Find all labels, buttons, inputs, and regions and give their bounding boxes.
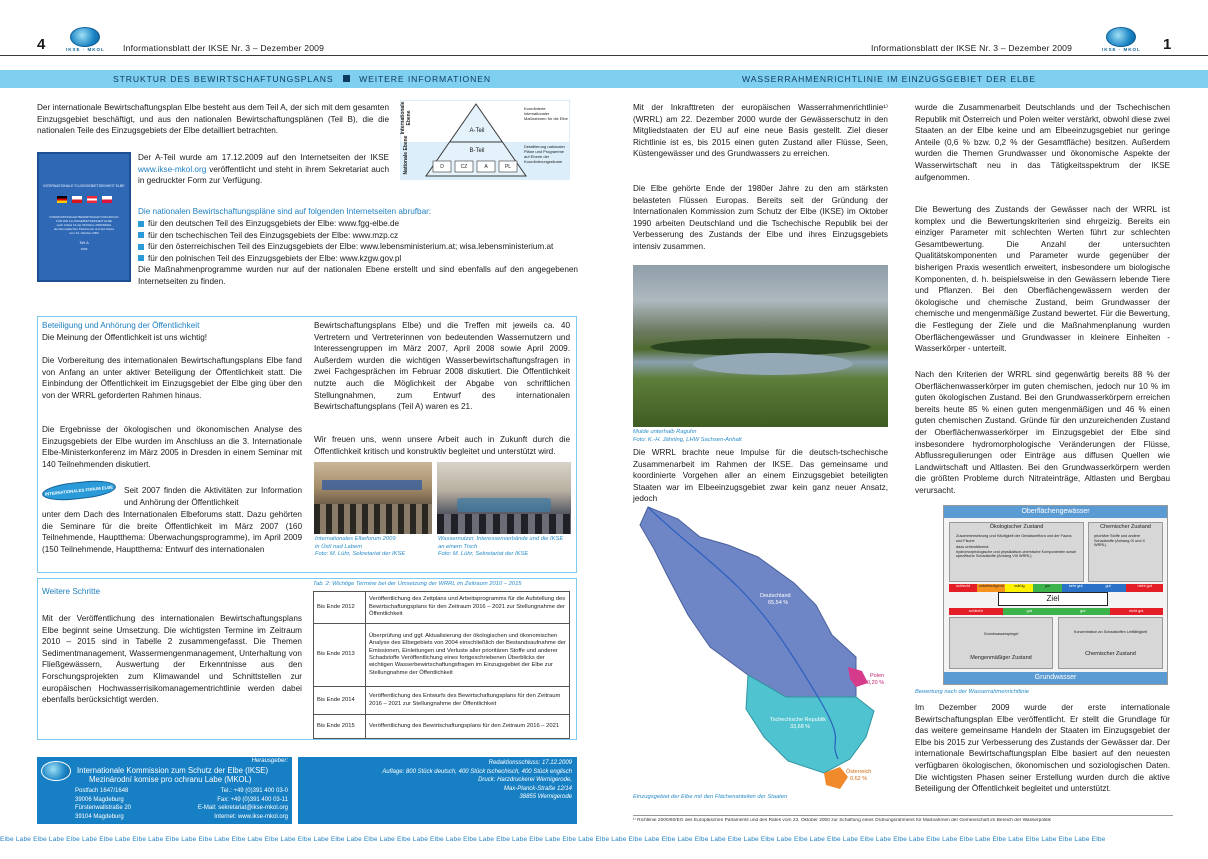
- diagram-cell-cz: CZ: [460, 164, 468, 170]
- scale-cell-chem-bad: nicht gut: [1126, 584, 1163, 592]
- schema-gw-left: [949, 617, 1053, 669]
- structure-diagram: [400, 100, 570, 180]
- cover-flags: [39, 196, 129, 203]
- cover-lines: [39, 215, 129, 251]
- diagram-level-bottom: Nationale Ebene: [403, 135, 409, 175]
- scale-cell-bad: schlecht: [949, 584, 977, 592]
- schema-gw-left-title: Mengenmäßiger Zustand: [970, 655, 1032, 661]
- scale-cell-good: gut: [1033, 584, 1061, 592]
- ikse-logo-text: IKSE · MKOL: [66, 47, 105, 52]
- bullet-icon: [138, 255, 144, 261]
- ikse-logo-text: IKSE · MKOL: [1102, 47, 1141, 52]
- bullet-icon: [138, 232, 144, 238]
- map-pct-de: 65,54 %: [768, 600, 789, 606]
- schema-chem-box: [1088, 522, 1163, 582]
- flag-de: [57, 196, 67, 203]
- schema-gw-right-item: Konzentration an Schadstoffen Leitfähigkeit: [1073, 630, 1148, 634]
- map-label-cz: Tschechische Republik: [770, 717, 826, 723]
- map-label-at: Österreich: [846, 769, 872, 775]
- map-pct-pl: 0,20 %: [867, 680, 885, 686]
- bullet-icon: [138, 244, 144, 250]
- schedule-date: Bis Ende 2015: [314, 715, 366, 739]
- table-row: [314, 687, 570, 715]
- schema-oek-item: dazu unterstützend:: [956, 545, 990, 550]
- mulde-photo-caption: Mulde unterhalb Raguhn Foto: K.-H. Jährling, LHW Sachsen-Anhalt: [633, 429, 742, 443]
- map-label-de: Deutschland: [760, 593, 791, 599]
- publisher-contact: Tel.: +49 (0)391 400 03-0 Fax: +49 (0)391 400 03-11 E-Mail: sekretariat@ikse-mkol.org Internet: www.ikse-mkol.org: [197, 788, 288, 820]
- participation-subtitle: Die Meinung der Öffentlichkeit ist uns wichtig!: [42, 333, 208, 342]
- a-teil-paragraph: [138, 152, 389, 187]
- participation-p3b: unter dem Dach des Internationalen Elbeforums statt. Dazu gehörten die Seminare für die breite Öffentlichkeit im März 2007 (160 Teilnehmende, Hauptthema: Überwachungsprogramme), im April 2009 (150 Teilnehmende, Hauptthema: Entwurf des internationalen: [42, 510, 302, 554]
- schedule-text: Veröffentlichung des Bewirtschaftungsplans für den Zeitraum 2016 – 2021: [366, 715, 570, 739]
- wrrl-paragraph-2: Die Elbe gehörte Ende der 1980er Jahre zu den am stärksten belasteten Flüssen Europas. Bereits seit der Gründung der Internationalen Kommission zum Schutz der Elbe (IKSE) im Oktober 1990 arbeiten Deutschland und die Tschechische Republik bei der Verbesserung des Zustands der Elbe und ihres Einzugsgebiets intensiv zusammen.: [633, 184, 888, 251]
- diagram-a-teil: A-Teil: [469, 128, 485, 134]
- table-row: [314, 592, 570, 624]
- ikse-logo-icon: [41, 761, 71, 781]
- schema-bottom-label: Grundwasser: [944, 672, 1167, 684]
- cover-line: nach Artikel 13 der Richtlinie 2000/60/EG: [56, 223, 112, 227]
- photo-1-caption: Internationales Elbeforum 2009 in Ústí nad Labem Foto: M. Lühr, Sekretariat der IKSE: [315, 536, 406, 557]
- col2-paragraph-2: Die Bewertung des Zustands der Gewässer nach der WRRL ist komplex und die Bewertungskriterien sind ehrgeizig. Bereits ein einziger Parameter mit schlechten Werten führt zur schlechten Gesamtbewertung. Die Anzahl der untersuchten Qualitätskomponenten und Parameter wurde gegenüber der bisherigen Praxis wesentlich erweitert, insbesondere um biologische Komponenten, d. h. beispielsweise in den Gewässern lebende Tiere und Pflanzen. Bei den Oberflächengewässern werden der ökologische und chemische Zustand, beim Grundwasser der chemische und mengenmäßige Zustand bewertet. Für die Bewertung, die Festlegung der Ziele und die Maßnahmenplanung wurden Oberflächengewässer und Grundwasser in kleinere Einheiten - Wasserkörper - unterteilt.: [915, 205, 1170, 354]
- col2-paragraph-1: wurde die Zusammenarbeit Deutschlands und der Tschechischen Republik mit Österreich und Polen weiter verstärkt, obwohl diese zwei Staaten an der Elbe keine und am Elbeeinzugsgebiet nur geringe Anteile (0,6 % bzw. 0,2 % der Gesamtfläche) besitzen. Außerdem wurden die Themen Grundwasser und ökonomische Aspekte der Wasserwirtschaft neu in das Tätigkeitsspektrum der IKSE aufgenommen.: [915, 103, 1170, 182]
- list-item: [138, 230, 578, 242]
- table-row: [314, 715, 570, 739]
- a-teil-text-before: Der A-Teil wurde am 17.12.2009 auf den Internetseiten der IKSE: [138, 153, 389, 162]
- schema-top-label: Oberflächengewässer: [944, 506, 1167, 518]
- diagram-cell-d: D: [440, 164, 444, 170]
- right-page-number: 1: [1163, 36, 1172, 53]
- ikse-logo-icon: [70, 27, 100, 47]
- ikse-logo-left: [66, 27, 105, 52]
- footnote: ¹⁾ Richtlinie 2000/60/EG des Europäischen Parlaments und des Rates vom 23. Oktober 2000 zur Schaffung eines Ordnungsrahmens für Maßnahmen der Gemeinschaft im Bereich der Wasserpolitik: [633, 818, 1051, 823]
- schedule-table: [313, 591, 570, 739]
- right-section-band: [604, 70, 1208, 88]
- schedule-date: Bis Ende 2013: [314, 624, 366, 687]
- schema-oek-item: hydromorphologische und physikalisch-chemische Komponenten sowie spezifische Schadstoffe (Anhang VIII WRRL): [956, 549, 1077, 559]
- table-2-caption: Tab. 2: Wichtige Termine bei der Umsetzung der WRRL im Zeitraum 2010 – 2015: [313, 581, 522, 587]
- schema-scale-1: [949, 584, 1163, 592]
- schema-gw-left-item: Grundwasserspiegel: [983, 632, 1019, 636]
- participation-p4: Bewirtschaftungsplans Elbe) und die Treffen mit jeweils ca. 40 Vertretern und Vertreterinnen von bedeutenden Wassernutzern und Interessengruppen im März 2007, April 2008 sowie April 2009. Außerdem wurden die wichtigen Wasserbewirtschaftungsfragen in zwei Fachgesprächen im Februar 2008 diskutiert. Die Öffentlichkeit nutzte auch die Möglichkeit der Abgabe von schriftlichen Stellungnahmen, zum Entwurf des internationalen Bewirtschaftungsplans (Teil A) waren es 21.: [314, 321, 570, 412]
- national-plans-list: [138, 218, 578, 264]
- photo-2-caption: Wassernutzer, Interessenverbände und die IKSE an einem Tisch Foto: M. Lühr, Sekretariat der IKSE: [438, 536, 564, 557]
- schema-gw-right: [1058, 617, 1163, 669]
- elbe-labe-footer-strip: Elbe Labe Elbe Labe Elbe Labe Elbe Labe Elbe Labe Elbe Labe Elbe Labe Elbe Labe Elbe Labe Elbe Labe Elbe Labe Elbe Labe Elbe Labe Elbe Labe Elbe Labe Elbe Labe Elbe Labe Elbe Labe Elbe Labe Elbe Labe Elbe Labe Elbe Labe Elbe Labe Elbe Labe Elbe Labe Elbe Labe Elbe Labe Elbe Labe Elbe Labe Elbe Labe Elbe Labe Elbe Labe Elbe Labe Elbe: [0, 836, 1106, 843]
- right-header-rule: [604, 55, 1208, 56]
- schema-gw-right-title: Chemischer Zustand: [1085, 651, 1136, 657]
- ikse-logo-icon: [1106, 27, 1136, 47]
- next-steps-paragraph: Mit der Veröffentlichung des internationalen Bewirtschaftungsplans Elbe beginnt seine Umsetzung. Die wichtigsten Termine im Zeitraum 2010 – 2015 sind in Tabelle 2 zusammengefasst. Die Themen Sedimentmanagement, Wassermengenmanagement, Unterhaltung von Fließgewässern, Auswertung der Erkenntnisse aus den Forschungsprojekten zum Klimawandel und Schnittstellen zur europäischen Hochwasserrisikomanagementrichtlinie werden dabei ebenfalls berücksichtigt werden.: [42, 614, 302, 705]
- schema-chem-item: prioritäre Stoffe und andere Schadstoffe (Anhang IX und X WRRL): [1094, 534, 1146, 548]
- gw-scale-good: gut: [1003, 608, 1057, 615]
- elbe-basin-map: [618, 497, 890, 792]
- intro-paragraph: Der internationale Bewirtschaftungsplan Elbe besteht aus dem Teil A, der sich mit dem gesamten Einzugsgebiet beschäftigt, und aus den nationalen Bewirtschaftungsplänen (Teil B), die die nationalen Teile des Einzugsgebiets der Elbe detailliert betrachten.: [37, 103, 389, 136]
- flag-at: [87, 196, 97, 203]
- schema-ziel: Ziel: [998, 592, 1108, 606]
- diagram-level-top: Internationale Ebene: [400, 101, 412, 135]
- gw-scale-chem-bad: nicht gut: [1110, 608, 1164, 615]
- map-pct-cz: 33,68 %: [790, 724, 811, 730]
- left-band-title-2: WEITERE INFORMATIONEN: [359, 74, 491, 84]
- publisher-address: Postfach 1647/1648 39006 Magdeburg Fürstenwallstraße 20 39104 Magdeburg: [75, 788, 132, 820]
- left-band-title: STRUKTUR DES BEWIRTSCHAFTUNGSPLANS: [113, 74, 334, 84]
- plan-cover-image: [37, 152, 131, 282]
- left-header-rule: [0, 55, 604, 56]
- list-item: [138, 253, 578, 265]
- diagram-b-teil: B-Teil: [469, 148, 485, 154]
- schema-scale-2: [949, 608, 1163, 615]
- cover-line: 2009: [80, 247, 88, 251]
- map-caption: Einzugsgebiet der Elbe mit den Flächenanteilen der Staaten: [633, 794, 788, 800]
- scale-cell-moderate: mäßig: [1005, 584, 1033, 592]
- cover-line: FÜR DIE FLUSSGEBIETSEINHEIT ELBE: [56, 219, 112, 223]
- flag-cz: [72, 196, 82, 203]
- diagram-note-bottom: Detaillierung nationaler Pläne und Programme auf Ebene der Koordinierungsräume: [524, 144, 565, 164]
- participation-p1: Die Vorbereitung des internationalen Bewirtschaftungsplans Elbe fand von Anfang an unter aktiver Beteiligung der Öffentlichkeit statt. Die Einbindung der Öffentlichkeit im Einzugsgebiet der Elbe ging über den von der WRRL geforderten Rahmen hinaus.: [42, 356, 302, 400]
- cover-line: des Europäischen Parlaments und des Rates: [53, 227, 115, 231]
- map-pct-at: 0,62 %: [850, 776, 868, 782]
- schema-oek-box: [949, 522, 1084, 582]
- band-square-icon: [343, 75, 350, 82]
- participation-p2: Die Ergebnisse der ökologischen und ökonomischen Analyse des Einzugsgebiets der Elbe wurden im Anschluss an die 3. Internationale Elbe-Ministerkonferenz im März 2005 in Dresden in einem Seminar mit 140 Teilnehmenden diskutiert.: [42, 425, 302, 469]
- wrrl-paragraph-3: Die WRRL brachte neue Impulse für die deutsch-tschechische Zusammenarbeit im Rahmen der IKSE. Das gemeinsame und koordinierte Vorgehen aller an einem Einzugsgebiet beteiligten Staaten war im Elbeeinzugsgebiet zwar kein ganz neuer Ansatz, jedoch: [633, 448, 888, 504]
- gw-scale-chem-good: gut: [1056, 608, 1110, 615]
- national-item-pl[interactable]: für den polnischen Teil des Einzugsgebiets der Elbe: www.kzgw.gov.pl: [148, 253, 402, 263]
- schedule-date: Bis Ende 2012: [314, 592, 366, 624]
- national-item-de[interactable]: für den deutschen Teil des Einzugsgebiets der Elbe: www.fgg-elbe.de: [148, 219, 400, 228]
- elbe-basin-map-svg: [618, 497, 890, 792]
- schema-oek-item: Zusammensetzung und Häufigkeit der Gewässerflora und der Fauna und Fische: [956, 534, 1072, 543]
- scale-cell-high: sehr gut: [1062, 584, 1090, 592]
- forum-photo-2: [437, 462, 571, 534]
- a-teil-text-after: veröffentlicht und steht in ihrem Sekretariat auch in gedruckter Form zur Verfügung.: [138, 164, 389, 186]
- participation-title: Beteiligung und Anhörung der Öffentlichkeit: [42, 321, 200, 330]
- schedule-date: Bis Ende 2014: [314, 687, 366, 715]
- gw-scale-bad: schlecht: [949, 608, 1003, 615]
- cover-line: vom 23. Oktober 2000: [69, 231, 99, 235]
- schedule-text: Überprüfung und ggf. Aktualisierung der ökologischen und ökonomischen Analyse des Elbegebiets von 2004 einschließlich der Bestandsaufnahme der Emissionen, Einleitungen und Verluste aller prioritären Stoffe und anderer Schadstoffe Veröffentlichung eines fortgeschriebenen Überblicks der wichtigen Wasserbewirtschaftungsfragen im Einzugsgebiet der Elbe zur Stellungnahme der Öffentlichkeit: [366, 624, 570, 687]
- map-germany: [640, 507, 856, 697]
- forum-photo-1: [314, 462, 432, 534]
- schema-oek-title: Ökologischer Zustand: [989, 524, 1044, 530]
- publisher-logo: [41, 761, 71, 781]
- bullet-icon: [138, 221, 144, 227]
- list-item: [138, 218, 578, 230]
- left-running-head: Informationsblatt der IKSE Nr. 3 – Dezember 2009: [123, 43, 325, 53]
- cover-title: INTERNATIONALE FLUSSGEBIETSEINHEIT ELBE: [43, 184, 125, 188]
- schedule-text: Veröffentlichung des Zeitplans und Arbeitsprogramms für die Aufstellung des Bewirtschaftungsplans für den Zeitraum 2016 – 2021 zur Stellungnahme der Öffentlichkeit: [366, 592, 570, 624]
- national-item-cz[interactable]: für den tschechischen Teil des Einzugsgebiets der Elbe: www.mzp.cz: [148, 230, 399, 240]
- publisher-name-de: Internationale Kommission zum Schutz der Elbe (IKSE): [77, 766, 269, 775]
- scale-cell-poor: unbefriedigend: [977, 584, 1005, 592]
- table-row: [314, 624, 570, 687]
- programme-paragraph: Die Maßnahmenprogramme wurden nur auf der nationalen Ebene erstellt und sind ebenfalls auf den angegebenen Internetseiten zu finden.: [138, 265, 578, 286]
- participation-p3a: Seit 2007 finden die Aktivitäten zur Information und Anhörung der Öffentlichkeit: [124, 486, 302, 507]
- participation-p5: Wir freuen uns, wenn unsere Arbeit auch in Zukunft durch die Öffentlichkeit kritisch und konstruktiv begleitet und unterstützt wird.: [314, 435, 570, 456]
- assessment-schema: [943, 505, 1168, 685]
- scale-cell-chem-good: gut: [1090, 584, 1127, 592]
- right-running-head: Informationsblatt der IKSE Nr. 3 – Dezember 2009: [871, 43, 1073, 53]
- national-plans-heading: Die nationalen Bewirtschaftungspläne sind auf folgenden Internetseiten abrufbar:: [138, 207, 432, 216]
- ikse-website-link[interactable]: www.ikse-mkol.org: [138, 164, 207, 174]
- footnote-rule: [633, 815, 1173, 816]
- mulde-river-photo: [633, 265, 888, 427]
- cover-line: INTERNATIONALER BEWIRTSCHAFTUNGSPLAN: [49, 215, 119, 219]
- national-item-at[interactable]: für den österreichischen Teil des Einzugsgebiets der Elbe: www.lebensministerium.at; wisa.lebensministerium.at: [148, 242, 554, 252]
- diagram-cell-pl: PL: [504, 164, 512, 170]
- map-label-pl: Polen: [870, 673, 885, 679]
- left-page-number: 4: [37, 36, 46, 53]
- ikse-logo-right: [1102, 27, 1141, 52]
- left-section-band: [0, 70, 604, 88]
- publisher-block: [37, 757, 292, 824]
- diagram-note-top: Koordinierte internationaler Maßnahmen für die Elbe: [524, 106, 568, 121]
- schema-chem-title: Chemischer Zustand: [1100, 524, 1151, 530]
- next-steps-title: Weitere Schritte: [42, 587, 101, 596]
- cover-line: Teil A: [79, 240, 89, 245]
- schedule-text: Veröffentlichung des Entwurfs des Bewirtschaftungsplans für den Zeitraum 2016 – 2021 zur Stellungnahme der Öffentlichkeit: [366, 687, 570, 715]
- forum-elbe-logo-text: INTERNATIONALES FORUM ELBE: [44, 484, 114, 497]
- flag-pl: [102, 196, 112, 203]
- right-band-title: WASSERRAHMENRICHTLINIE IM EINZUGSGEBIET DER ELBE: [742, 74, 1036, 84]
- diagram-cell-a: A: [484, 164, 488, 170]
- publisher-label: Herausgeber:: [251, 758, 288, 764]
- publisher-name-cz: Mezinárodní komise pro ochranu Labe (MKOL): [89, 775, 252, 784]
- col2-paragraph-4: Im Dezember 2009 wurde der erste internationale Bewirtschaftungsplan Elbe veröffentlicht. Er stellt die Grundlage für das weitere gemeinsame Handeln der Staaten im Einzugsgebiet der Elbe bis 2015 zur Verbesserung des Zustands der Gewässer dar. Der internationale Bewirtschaftungsplan Elbe basiert auf den neuesten verfügbaren ökologischen, ökonomischen und soziologischen Daten. Die wichtigsten Phasen seiner Erstellung wurden durch die aktive Beteiligung der Öffentlichkeit begleitet und unterstützt.: [915, 703, 1170, 794]
- schema-caption: Bewertung nach der Wasserrahmenrichtlinie: [915, 689, 1029, 695]
- list-item: [138, 241, 578, 253]
- col2-paragraph-3: Nach den Kriterien der WRRL sind gegenwärtig bereits 88 % der Oberflächenwasserkörper im guten chemischen, jedoch nur 10 % im guten ökologischen Zustand. Bei den Grundwasserkörpern erreichen bereits heute 85 % einen guten mengenmäßigen und 46 % einen guten chemischen Zustand. Gründe für den unzureichenden Zustand der Oberflächenwasserkörper im Einzugsgebiet der Elbe sind insbesondere hydromorphologische Veränderungen der Flüsse, Abflussregulierungen oder Einträge aus diffusen Quellen wie Landwirtschaft und Altlasten. Bei den Grundwasserkörpern werden die größten Probleme durch Nitrateinträge, Altlasten und Bergbau verursacht.: [915, 370, 1170, 495]
- wrrl-paragraph-1: Mit der Inkrafttreten der europäischen Wasserrahmenrichtlinie¹⁾ (WRRL) am 22. Dezember 2000 wurde der Gewässerschutz in den Mitgliedstaaten der EU auf eine neue Basis gestellt. Ziel dieser Richtlinie ist es, bis 2015 einen guten Zustand aller Flüsse, Seen, Küstengewässer und des Grundwassers zu erreichen.: [633, 103, 888, 159]
- imprint-block: Redaktionsschluss: 17.12.2009 Auflage: 800 Stück deutsch, 400 Stück tschechisch, 400 Stück englisch Druck: Harzdruckerei Wernigerode, Max-Planck-Straße 12/14 38855 Wernigerode: [298, 757, 577, 824]
